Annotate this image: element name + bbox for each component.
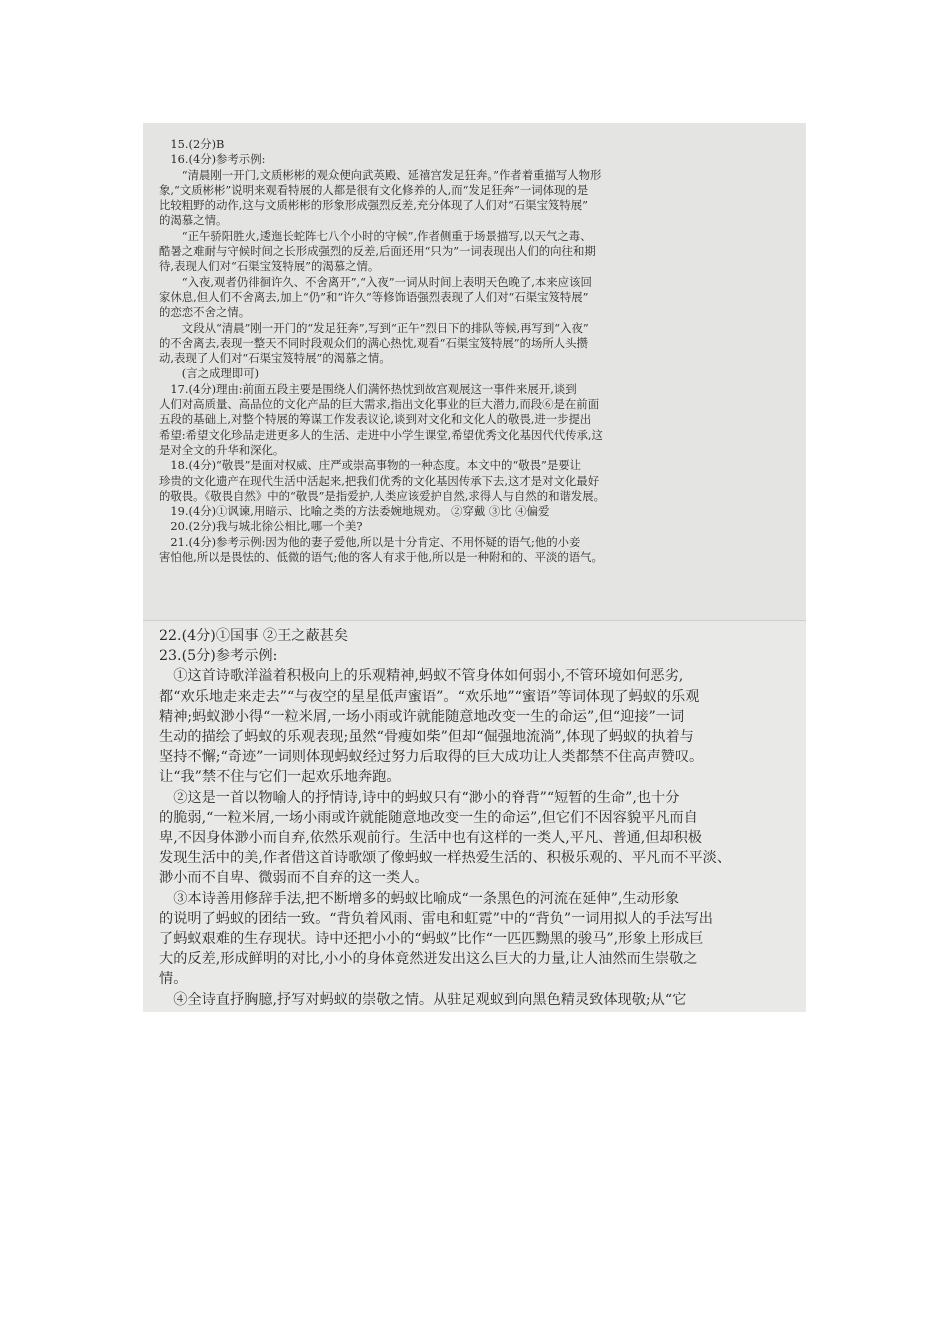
text-line: 希望:希望文化珍品走进更多人的生活、走进中小学生课堂,希望优秀文化基因代代传承,这	[159, 427, 603, 442]
text-line: 21.(4分)参考示例:因为他的妻子爱他,所以是十分肯定、不用怀疑的语气;他的小妾	[170, 534, 581, 549]
text-line: 23.(5分)参考示例:	[159, 648, 278, 665]
text-line: 的敬畏。《敬畏自然》中的“敬畏”是指爱护,人类应该爱护自然,求得人与自然的和谐发展。	[159, 488, 606, 503]
text-line: 19.(4分)①讽谏,用暗示、比喻之类的方法委婉地规劝。 ②穿戴 ③比 ④偏爱	[170, 504, 550, 519]
text-line: 情。	[159, 971, 188, 988]
text-line: 渺小而不自卑、微弱而不自弃的这一类人。	[159, 870, 429, 887]
text-line: 生动的描绘了蚂蚁的乐观表现;虽然“骨瘦如柴”但却“倔强地流淌”,体现了蚂蚁的执着与	[159, 729, 694, 746]
text-line: (言之成理即可)	[181, 366, 260, 381]
text-line: 22.(4分)①国事 ②王之蔽甚矣	[159, 628, 349, 644]
text-line: 大的反差,形成鲜明的对比,小小的身体竟然迸发出这么巨大的力量,让人油然而生崇敬之	[159, 951, 698, 968]
text-line: 坚持不懈;“奇迹”一词则体现蚂蚁经过努力后取得的巨大成功让人类都禁不住高声赞叹。	[159, 749, 704, 766]
text-line: 酷暑之难耐与守候时间之长形成强烈的反差,后面还用“只为”一词表现出人们的向往和期	[159, 244, 596, 259]
text-line: “清晨刚一开门,文质彬彬的观众便向武英殿、延禧宫发足狂奔。”作者着重描写人物形	[181, 167, 602, 182]
scanned-answer-sheet-bottom	[143, 620, 806, 1012]
text-line: “正午骄阳胜火,逶迤长蛇阵七八个小时的守候”,作者侧重于场景描写,以天气之毒、	[181, 228, 592, 243]
text-line: “入夜,观者仍徘徊许久、不舍离开”,“入夜”一词从时间上表明天色晚了,本来应该回	[181, 274, 592, 289]
scanned-answer-sheet-top	[143, 123, 806, 620]
text-line: 是对全文的升华和深化。	[159, 442, 285, 457]
text-line: 的脆弱,“一粒米屑,一场小雨或许就能随意地改变一生的命运”,但它们不因容貌平凡而自	[159, 809, 698, 826]
text-line: 比较粗野的动作,这与文质彬彬的形象形成强烈反差,充分体现了人们对“石渠宝笈特展”	[159, 198, 588, 213]
text-line: ③本诗善用修辞手法,把不断增多的蚂蚁比喻成“一条黑色的河流在延伸”,生动形象	[173, 890, 680, 907]
text-line: 动,表现了人们对“石渠宝笈特展”的渴慕之情。	[159, 351, 391, 366]
text-line: 的不舍离去,表现一整天不同时段观众们的满心热忱,观看“石渠宝笈特展”的场所人头攒	[159, 335, 588, 350]
text-line: 的渴慕之情。	[159, 213, 228, 228]
text-line: ①这首诗歌洋溢着积极向上的乐观精神,蚂蚁不管身体如何弱小,不管环境如何恶劣,	[173, 668, 684, 685]
text-line: 待,表现人们对“石渠宝笈特展”的渴慕之情。	[159, 259, 380, 274]
text-line: 文段从“清晨”刚一开门的“发足狂奔”,写到“正午”烈日下的排队等候,再写到“入夜”	[181, 320, 589, 335]
text-line: 20.(2分)我与城北徐公相比,哪一个美?	[170, 519, 363, 534]
text-line: 人们对高质量、高品位的文化产品的巨大需求,指出文化事业的巨大潜力,而段⑥是在前面	[159, 397, 600, 412]
text-line: 16.(4分)参考示例:	[170, 152, 266, 167]
text-line: 发现生活中的美,作者借这首诗歌颂了像蚂蚁一样热爱生活的、积极乐观的、平凡而不平淡、	[159, 850, 732, 867]
text-line: 17.(4分)理由:前面五段主要是围绕人们满怀热忱到故宫观展这一事件来展开,谈到	[170, 381, 577, 396]
text-line: 的说明了蚂蚁的团结一致。“背负着风雨、雷电和虹霓”中的“背负”一词用拟人的手法写出	[159, 910, 713, 927]
text-line: 家休息,但人们不舍离去,加上“仍”和“许久”等修饰语强烈表现了人们对“石渠宝笈特展”	[159, 289, 589, 304]
text-line: ④全诗直抒胸臆,抒写对蚂蚁的崇敬之情。从驻足观蚁到向黑色精灵致体现敬;从“它	[173, 991, 687, 1008]
text-line: 让“我”禁不住与它们一起欢乐地奔跑。	[159, 769, 401, 786]
text-line: 都“欢乐地走来走去”“与夜空的星星低声蜜语”。“欢乐地”“蜜语”等词体现了蚂蚁的乐观	[159, 688, 700, 705]
text-line: 卑,不因身体渺小而自弃,依然乐观前行。生活中也有这样的一类人,平凡、普通,但却积极	[159, 830, 702, 847]
text-line: 的恋恋不舍之情。	[159, 305, 251, 320]
text-line: 害怕他,所以是畏怯的、低微的语气;他的客人有求于他,所以是一种附和的、平淡的语气。	[159, 550, 603, 565]
text-line: 18.(4分)“敬畏”是面对权威、庄严或崇高事物的一种态度。本文中的“敬畏”是要让	[170, 458, 582, 473]
text-line: 象,“文质彬彬”说明来观看特展的人都是很有文化修养的人,而“发足狂奔”一词体现的是	[159, 182, 589, 197]
text-line: 五段的基础上,对整个特展的筹谋工作发表议论,谈到对文化和文化人的敬畏,进一步提出	[159, 412, 592, 427]
text-line: 珍贵的文化遗产在现代生活中活起来,把我们优秀的文化基因传承下去,这才是对文化最好	[159, 473, 600, 488]
text-line: 精神;蚂蚁渺小得“一粒米屑,一场小雨或许就能随意地改变一生的命运”,但“迎接”一词	[159, 708, 685, 725]
text-line: ②这是一首以物喻人的抒情诗,诗中的蚂蚁只有“渺小的脊背”“短暂的生命”,也十分	[173, 789, 680, 806]
text-line: 15.(2分)B	[170, 137, 225, 151]
text-line: 了蚂蚁艰难的生存现状。诗中还把小小的“蚂蚁”比作“一匹匹黝黑的骏马”,形象上形成巨	[159, 931, 704, 948]
